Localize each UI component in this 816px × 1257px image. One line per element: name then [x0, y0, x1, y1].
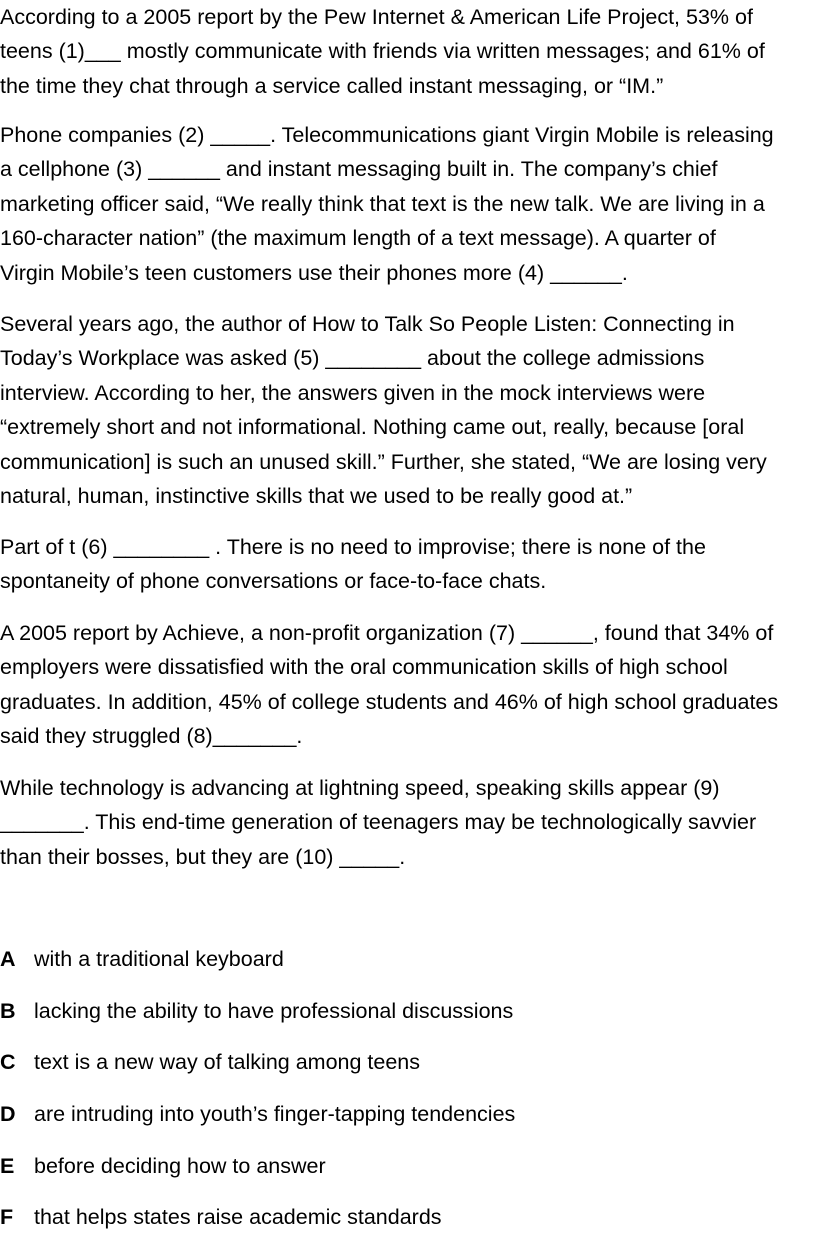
- paragraph-2: [0, 118, 816, 290]
- text-line: a cellphone (3) ______ and instant messaging built in. The company’s chief: [0, 157, 718, 182]
- text-line: Part of t (6) ________ . There is no need to improvise; there is none of the: [0, 535, 706, 559]
- text-line: interview. According to her, the answers given in the mock interviews were: [0, 380, 706, 405]
- text-line: Several years ago, the author of How to Talk So People Listen: Connecting in: [0, 312, 735, 336]
- text-line: 160-character nation” (the maximum length of a text message). A quarter of: [0, 226, 716, 251]
- text-line: While technology is advancing at lightning speed, speaking skills appear (9): [0, 776, 720, 800]
- paragraph-6: [0, 771, 816, 874]
- text-line: the time they chat through a service called instant messaging, or “IM.”: [0, 73, 664, 98]
- option-letter: F: [0, 1205, 14, 1230]
- text-line: natural, human, instinctive skills that we used to be really good at.”: [0, 483, 633, 508]
- text-line: communication] is such an unused skill.” Further, she stated, “We are losing very: [0, 449, 767, 474]
- option-a: [0, 942, 816, 994]
- text-line: “extremely short and not informational. Nothing came out, really, because [oral: [0, 415, 745, 440]
- option-text: that helps states raise academic standards: [34, 1205, 442, 1230]
- text-line: Today’s Workplace was asked (5) ________ about the college admissions: [0, 346, 705, 371]
- paragraph-5: [0, 616, 816, 754]
- option-letter: B: [0, 998, 16, 1023]
- text-line: employers were dissatisfied with the oral communication skills of high school: [0, 655, 728, 680]
- option-e: [0, 1149, 816, 1201]
- option-text: lacking the ability to have professional discussions: [34, 998, 514, 1023]
- text-line: _______. This end-time generation of teenagers may be technologically savvier: [0, 810, 757, 835]
- text-line: than their bosses, but they are (10) _____.: [0, 844, 406, 869]
- option-letter: D: [0, 1102, 16, 1127]
- text-line: teens (1)___ mostly communicate with friends via written messages; and 61% of: [0, 39, 765, 64]
- text-line: graduates. In addition, 45% of college students and 46% of high school graduates: [0, 689, 779, 714]
- text-line: marketing officer said, “We really think that text is the new talk. We are living in a: [0, 191, 765, 216]
- option-text: with a traditional keyboard: [34, 947, 284, 971]
- option-f: [0, 1200, 816, 1252]
- text-line: A 2005 report by Achieve, a non-profit organization (7) ______, found that 34% of: [0, 621, 774, 645]
- paragraph-3: [0, 307, 816, 513]
- option-text: before deciding how to answer: [34, 1153, 326, 1178]
- paragraph-4: [0, 530, 816, 599]
- option-c: [0, 1045, 816, 1097]
- option-letter: A: [0, 947, 16, 971]
- text-line: said they struggled (8)_______.: [0, 724, 303, 749]
- option-letter: E: [0, 1153, 15, 1178]
- option-d: [0, 1097, 816, 1149]
- text-line: spontaneity of phone conversations or face-to-face chats.: [0, 569, 547, 594]
- option-text: text is a new way of talking among teens: [34, 1050, 421, 1075]
- option-letter: C: [0, 1050, 16, 1075]
- answer-options-list: [0, 942, 816, 1252]
- option-b: [0, 994, 816, 1046]
- text-line: Virgin Mobile’s teen customers use their phones more (4) ______.: [0, 260, 628, 285]
- text-line: According to a 2005 report by the Pew Internet & American Life Project, 53% of: [0, 5, 753, 29]
- text-line: Phone companies (2) _____. Telecommunications giant Virgin Mobile is releasing: [0, 123, 774, 147]
- option-text: are intruding into youth’s finger-tapping tendencies: [34, 1102, 516, 1127]
- paragraph-1: [0, 0, 816, 103]
